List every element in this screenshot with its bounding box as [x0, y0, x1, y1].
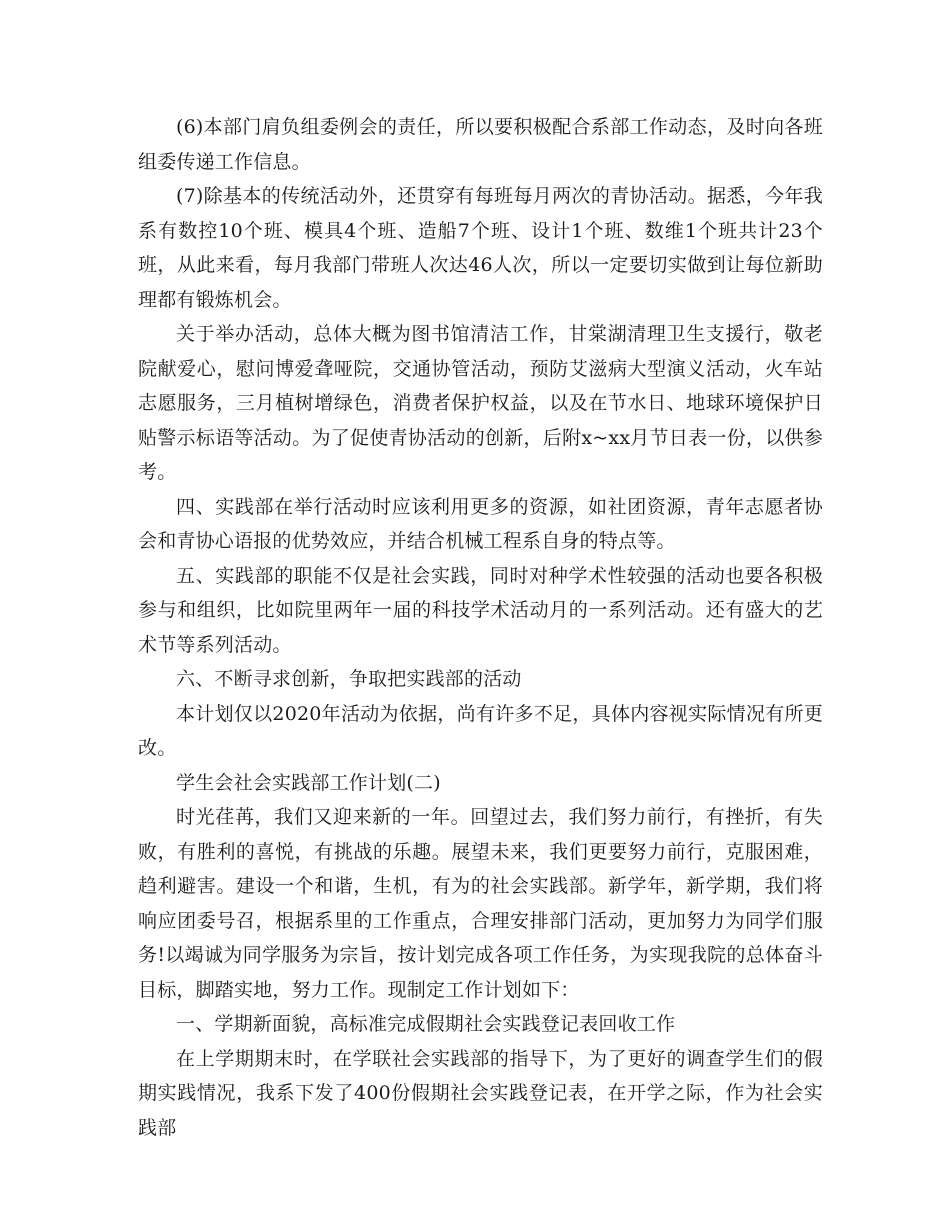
paragraph-section-six: 六、不断寻求创新，争取把实践部的活动	[176, 668, 522, 690]
subsection-title-one: 一、学期新面貌，高标准完成假期社会实践登记表回收工作	[176, 1013, 676, 1035]
paragraph-plan-note: 本计划仅以2020年活动为依据，尚有许多不足，具体内容视实际情况有所更改。	[138, 702, 823, 759]
document-body	[138, 110, 823, 1145]
paragraph-registration: 在上学期期末时，在学联社会实践部的指导下，为了更好的调查学生们的假期实践情况，我系下发了400份假期社会实践登记表，在开学之际，作为社会实践部	[138, 1047, 823, 1139]
paragraph-section-five: 五、实践部的职能不仅是社会实践，同时对种学术性较强的活动也要各积极参与和组织，比如院里两年一届的科技学术活动月的一系列活动。还有盛大的艺术节等系列活动。	[138, 564, 823, 656]
paragraph-activities: 关于举办活动，总体大概为图书馆清洁工作，甘棠湖清理卫生支援行，敬老院献爱心，慰问博爱聋哑院，交通协管活动，预防艾滋病大型演义活动，火车站志愿服务，三月植树增绿色，消费者保护权益，以及在节水日、地球环境保护日贴警示标语等活动。为了促使青协活动的创新，后附x~xx月节日表一份，以供参考。	[138, 323, 823, 483]
paragraph-item-6: (6)本部门肩负组委例会的责任，所以要积极配合系部工作动态，及时向各班组委传递工作信息。	[138, 116, 823, 173]
section-title: 学生会社会实践部工作计划(二)	[176, 771, 441, 794]
paragraph-section-four: 四、实践部在举行活动时应该利用更多的资源，如社团资源，青年志愿者协会和青协心语报的优势效应，并结合机械工程系自身的特点等。	[138, 495, 823, 552]
paragraph-intro: 时光荏苒，我们又迎来新的一年。回望过去，我们努力前行，有挫折，有失败，有胜利的喜悦，有挑战的乐趣。展望未来，我们更要努力前行，克服困难，趋利避害。建设一个和谐，生机，有为的社会实践部。新学年，新学期，我们将响应团委号召，根据系里的工作重点，合理安排部门活动，更加努力为同学们服务!以竭诚为同学服务为宗旨，按计划完成各项工作任务，为实现我院的总体奋斗目标，脚踏实地，努力工作。现制定工作计划如下：	[138, 806, 823, 1001]
paragraph-item-7: (7)除基本的传统活动外，还贯穿有每班每月两次的青协活动。据悉，今年我系有数控10个班、模具4个班、造船7个班、设计1个班、数维1个班共计23个班，从此来看，每月我部门带班人次达46人次，所以一定要切实做到让每位新助理都有锻炼机会。	[138, 185, 823, 311]
